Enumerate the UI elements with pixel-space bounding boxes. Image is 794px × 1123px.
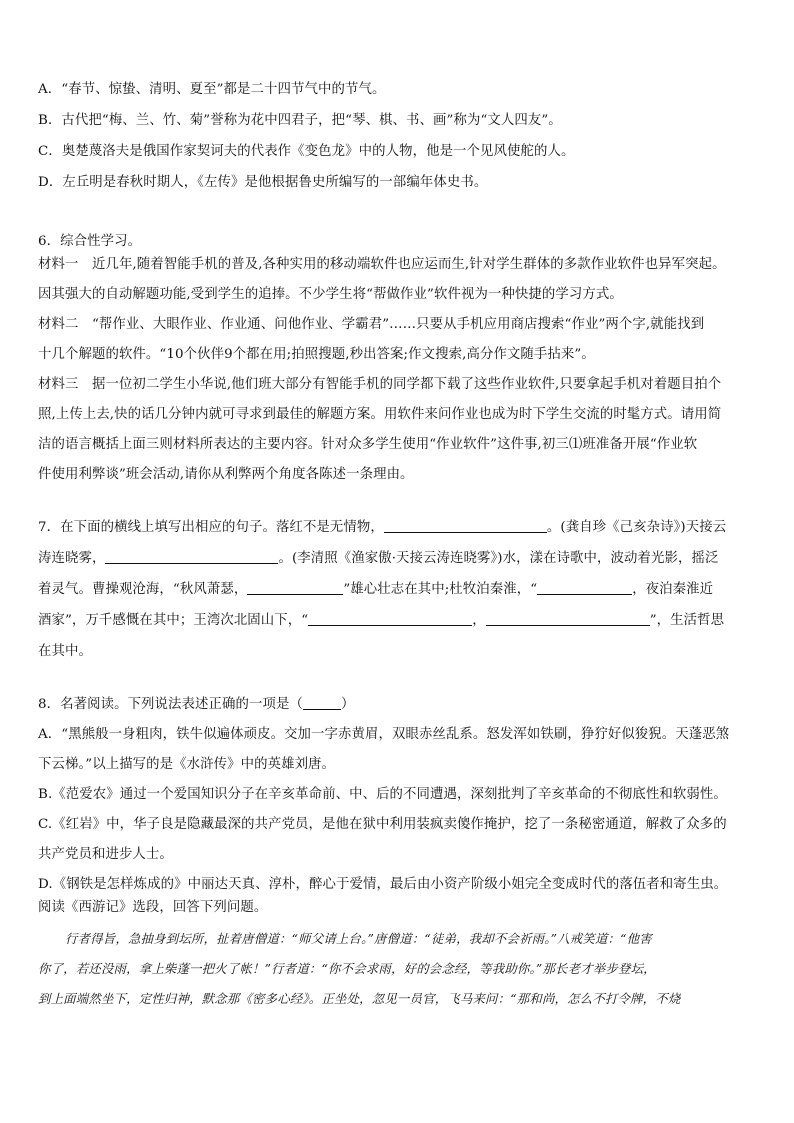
q8-option-a-2: 下云梯。”以上描写的是《水浒传》中的英雄刘唐。 — [38, 757, 336, 772]
q7-text: ”雄心壮志在其中;杜牧泊秦淮，“ — [343, 582, 538, 597]
q6-line-7: 洁的语言概括上面三则材料所表达的主要内容。针对众多学生使用“作业软件”这件事,初三⑴班准备开展“作业软 — [38, 437, 698, 452]
answer-blank[interactable] — [303, 695, 341, 710]
q6-line-6: 照,上传上去,快的话几分钟内就可寻求到最佳的解题方案。用软件来问作业也成为时下学生交流的时髦方式。请用简 — [38, 407, 722, 422]
q5-option-b: B．古代把“梅、兰、竹、菊”誉称为花中四君子，把“琴、棋、书、画”称为“文人四友”。 — [38, 113, 562, 128]
q7-text: 。(李清照《渔家傲·天接云涛连晓雾》)水，漾在诗歌中，波动着光影，摇泛 — [278, 551, 719, 566]
q7-line-4 — [38, 609, 760, 632]
answer-blank[interactable] — [384, 518, 547, 533]
exam-page — [38, 78, 760, 1010]
q8-option-c-2: 共产党员和进步人士。 — [38, 847, 173, 862]
q7-line-3 — [38, 578, 760, 601]
answer-blank[interactable] — [308, 611, 472, 626]
q7-line-5: 在其中。 — [38, 644, 92, 659]
q6-line-8: 件使用利弊谈”班会活动,请你从利弊两个角度各陈述一条理由。 — [38, 467, 414, 482]
q8-title-text: 8．名著阅读。下列说法表述正确的一项是（ — [38, 697, 303, 712]
q6-line-5: 材料三 据一位初二学生小华说,他们班大部分有智能手机的同学都下载了这些作业软件,只要拿起手机对着题目拍个 — [38, 377, 722, 392]
answer-blank[interactable] — [537, 580, 632, 595]
q7-text: 7．在下面的横线上填写出相应的句子。落红不是无情物， — [38, 520, 384, 535]
q6-line-2: 因其强大的自动解题功能,受到学生的追捧。不少学生将“帮做作业”软件视为一种快捷的学习方式。 — [38, 287, 623, 302]
q5-option-d: D．左丘明是春秋时期人，《左传》是他根据鲁史所编写的一部编年体史书。 — [38, 175, 488, 190]
q7-line-1 — [38, 516, 760, 539]
passage-line-3: 到上面端然坐下，定性归神，默念那《密多心经》。正坐处，忽见一员官，飞马来问：“那和尚，怎么不打令牌，不烧 — [38, 991, 681, 1006]
q8-option-d: D.《钢铁是怎样炼成的》中丽达天真、淳朴，醉心于爱情，最后由小资产阶级小姐完全变成时代的落伍者和寄生虫。 — [38, 877, 728, 892]
q8-option-b: B.《范爱农》通过一个爱国知识分子在辛亥革命前、中、后的不同遭遇，深刻批判了辛亥革命的不彻底性和软弱性。 — [38, 787, 727, 802]
passage-line-2: 你了，若还没雨，拿上柴蓬一把火了帐！”行者道：“你不会求雨，好的会念经，等我助你。”那长老才举步登坛， — [38, 961, 656, 976]
q7-text: ， — [472, 613, 486, 628]
q7-text: ”，生活哲思 — [649, 613, 725, 628]
q7-text: 酒家”，万千感慨在其中；王湾次北固山下，“ — [38, 613, 309, 628]
q6-title: 6．综合性学习。 — [38, 234, 142, 249]
q8-option-a-1: A．“黑熊般一身粗肉，铁牛似遍体顽皮。交加一字赤黄眉，双眼赤丝乱系。怒发浑如铁刷，狰狞好似狻猊。天蓬恶煞 — [38, 727, 730, 742]
q8-title-text: ） — [340, 697, 355, 712]
q7-line-2 — [38, 547, 760, 570]
q7-text: 。(龚自珍《己亥杂诗》)天接云 — [546, 520, 727, 535]
q5-option-c: C．奥楚蔑洛夫是俄国作家契诃夫的代表作《变色龙》中的人物，他是一个见风使舵的人。 — [38, 144, 575, 159]
q7-text: 着灵气。曹操观沧海，“秋风萧瑟， — [38, 582, 248, 597]
q8-option-c-1: C.《红岩》中，华子良是隐藏最深的共产党员，是他在狱中利用装疯卖傻作掩护，挖了一条秘密通道，解救了众多的 — [38, 817, 727, 832]
passage-line-1: 行者得旨，急抽身到坛所，扯着唐僧道：“师父请上台。”唐僧道：“徒弟，我却不会祈雨。”八戒笑道：“他害 — [65, 931, 652, 946]
q7-text: 涛连晓雾， — [38, 551, 106, 566]
reading-intro: 阅读《西游记》选段，回答下列问题。 — [38, 900, 268, 915]
q8-title — [38, 693, 760, 716]
q6-line-3: 材料二 “帮作业、大眼作业、作业通、问他作业、学霸君”……只要从手机应用商店搜索“作业”两个字,就能找到 — [38, 317, 705, 332]
answer-blank[interactable] — [486, 611, 650, 626]
q6-line-4: 十几个解题的软件。“10个伙伴9个都在用;拍照搜题,秒出答案;作文搜索,高分作文随手拈来”。 — [38, 347, 595, 362]
answer-blank[interactable] — [105, 549, 278, 564]
q7-text: ，夜泊秦淮近 — [632, 582, 714, 597]
q5-option-a: A．“春节、惊蛰、清明、夏至”都是二十四节气中的节气。 — [38, 82, 386, 97]
q6-line-1: 材料一 近几年,随着智能手机的普及,各种实用的移动端软件也应运而生,针对学生群体的多款作业软件也异军突起。 — [38, 257, 726, 272]
answer-blank[interactable] — [247, 580, 343, 595]
